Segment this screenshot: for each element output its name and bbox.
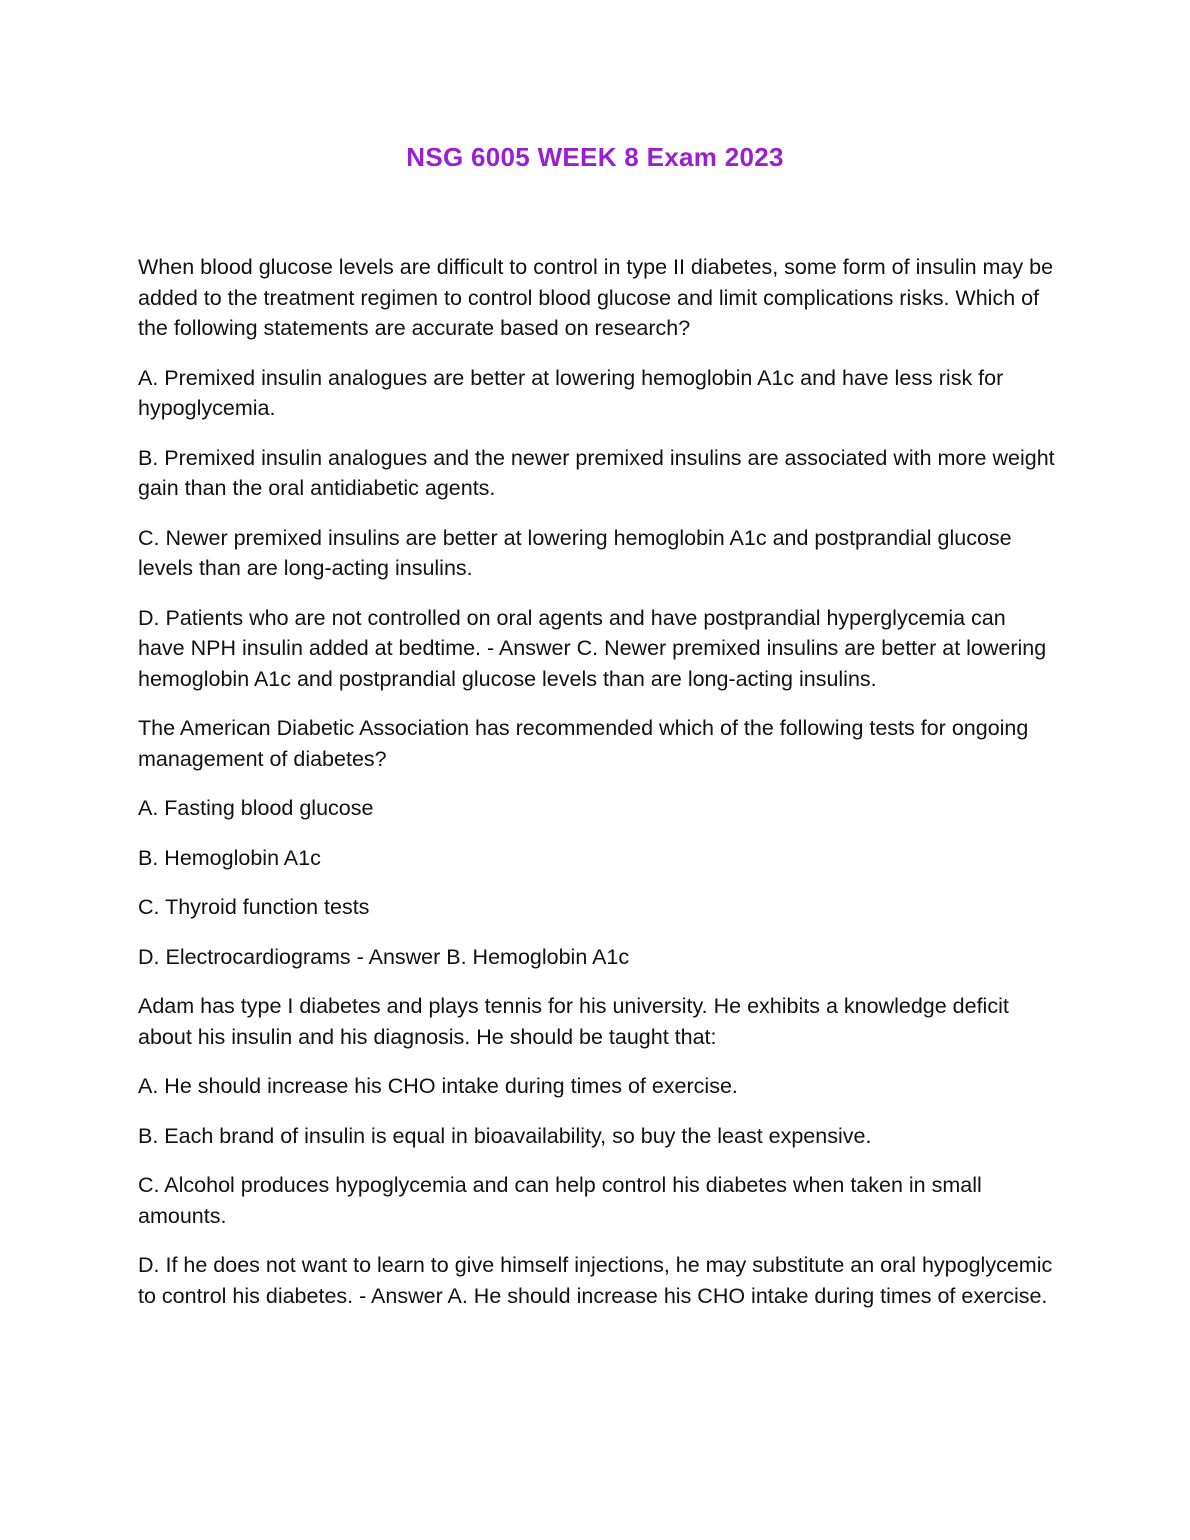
question-3-option-b: B. Each brand of insulin is equal in bioavailability, so buy the least expensive. xyxy=(138,1123,872,1148)
question-2-option-c: C. Thyroid function tests xyxy=(138,895,370,919)
question-2-option-d-answer: D. Electrocardiograms - Answer B. Hemoglobin A1c xyxy=(138,944,630,969)
question-3-option-c: C. Alcohol produces hypoglycemia and can help control his diabetes when taken in small amounts. xyxy=(138,1173,982,1228)
question-2-option-a: A. Fasting blood glucose xyxy=(138,796,374,820)
question-1-option-d-answer: D. Patients who are not controlled on oral agents and have postprandial hyperglycemia can have NPH insulin added at bedtime. - Answer C. Newer premixed insulins are better at lowering hemoglobin A1c and postprandial glucose levels than are long-acting insulins. xyxy=(138,605,1047,691)
question-3-stem: Adam has type I diabetes and plays tennis for his university. He exhibits a knowledge deficit about his insulin and his diagnosis. He should be taught that: xyxy=(138,994,1009,1049)
question-2-option-b: B. Hemoglobin A1c xyxy=(138,845,321,870)
question-3-option-a: A. He should increase his CHO intake during times of exercise. xyxy=(138,1074,738,1098)
question-3-option-d-answer: D. If he does not want to learn to give himself injections, he may substitute an oral hypoglycemic to control his diabetes. - Answer A. He should increase his CHO intake during times of exercise. xyxy=(138,1253,1053,1308)
question-1-option-a: A. Premixed insulin analogues are better at lowering hemoglobin A1c and have less risk for hypoglycemia. xyxy=(138,365,1004,420)
question-1-stem: When blood glucose levels are difficult to control in type II diabetes, some form of insulin may be added to the treatment regimen to control blood glucose and limit complications risks. Which of the following statements are accurate based on research? xyxy=(138,255,1054,340)
question-2-stem: The American Diabetic Association has recommended which of the following tests for ongoing management of diabetes? xyxy=(138,716,1029,771)
document-body xyxy=(138,252,1058,1330)
question-1-option-b: B. Premixed insulin analogues and the newer premixed insulins are associated with more weight gain than the oral antidiabetic agents. xyxy=(138,445,1055,500)
question-1-option-c: C. Newer premixed insulins are better at lowering hemoglobin A1c and postprandial glucose levels than are long-acting insulins. xyxy=(138,525,1012,580)
page-title: NSG 6005 WEEK 8 Exam 2023 xyxy=(406,142,784,172)
